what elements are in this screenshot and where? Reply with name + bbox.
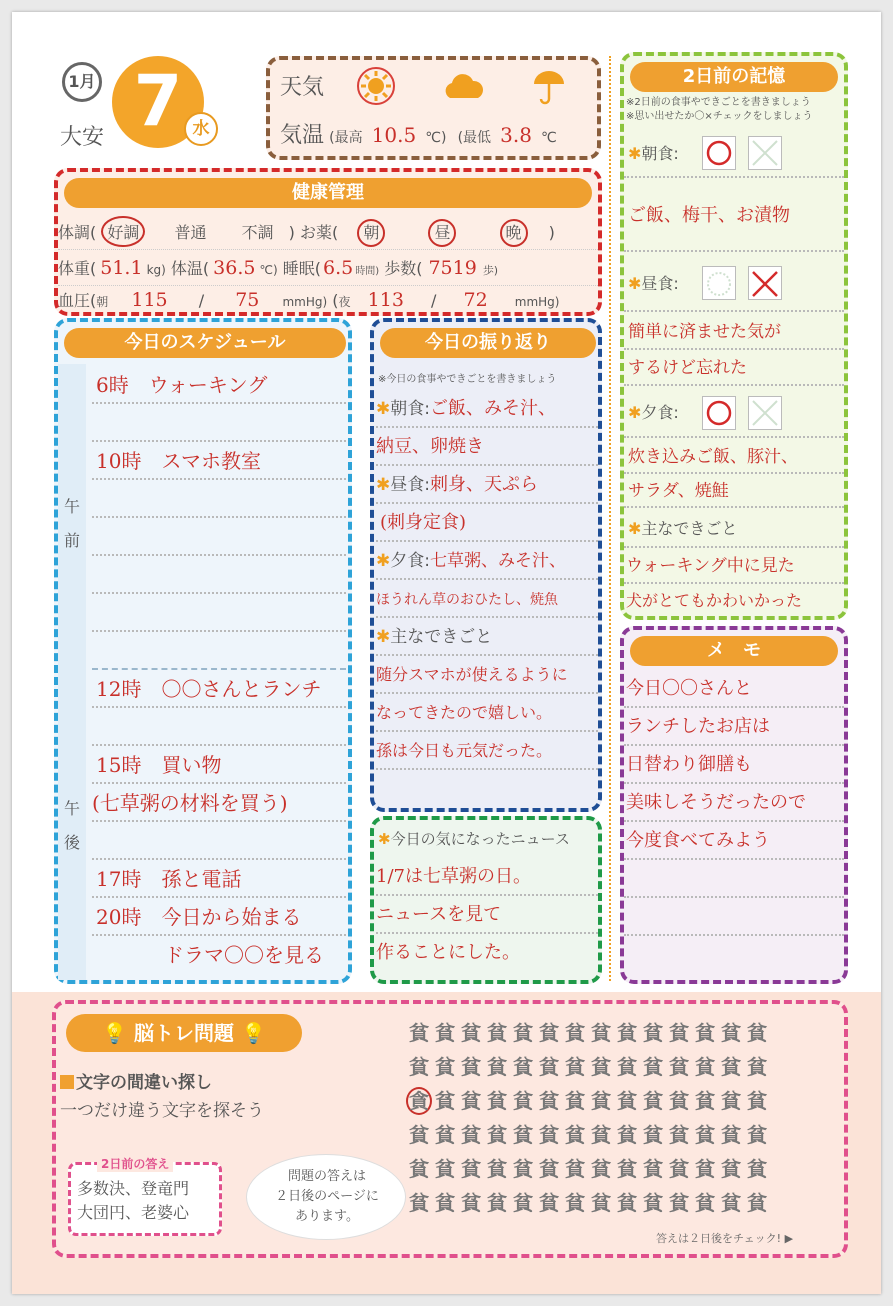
events-text: なってきたので嬉しい。 <box>376 703 553 722</box>
square-bullet-icon <box>60 1075 74 1089</box>
puzzle-char[interactable]: 貧 <box>513 1191 533 1215</box>
memory-check-circle[interactable] <box>702 266 736 300</box>
puzzle-char[interactable]: 貧 <box>487 1157 507 1181</box>
bp-night-open: ( <box>332 291 339 310</box>
puzzle-char[interactable]: 貧 <box>617 1191 637 1215</box>
temp-row <box>280 118 600 152</box>
puzzle-char[interactable]: 貧 <box>565 1123 585 1147</box>
weight-value: 51.1 <box>100 257 143 279</box>
news-text: 1/7は七草粥の日。 <box>376 866 531 887</box>
puzzle-char[interactable]: 貧 <box>409 1055 429 1079</box>
lunch-label: 昼食: <box>390 475 430 495</box>
memory-dinner-text: サラダ、焼鮭 <box>628 481 729 501</box>
review-row: ✱朝食:ご飯、みそ汁、 <box>376 390 598 428</box>
memory-row <box>624 350 844 386</box>
low-unit: ℃ <box>541 130 557 146</box>
bp-morning-low: 75 <box>235 289 260 311</box>
bp-row <box>58 288 598 316</box>
puzzle-char[interactable]: 貧 <box>565 1021 585 1045</box>
puzzle-char[interactable]: 貧 <box>435 1021 455 1045</box>
time-column <box>58 364 86 980</box>
news-lines <box>376 858 598 978</box>
puzzle-char[interactable]: 貧 <box>409 1191 429 1215</box>
puzzle-char[interactable]: 貧 <box>669 1021 689 1045</box>
sleep-unit: 時間) <box>355 266 380 277</box>
memo-row <box>624 936 844 974</box>
puzzle-char[interactable]: 貧 <box>591 1157 611 1181</box>
memory-notes: ※2日前の食事やできごとを書きましょう ※思い出せたか〇×チェックをしましょう <box>626 97 813 122</box>
puzzle-char[interactable]: 貧 <box>669 1157 689 1181</box>
puzzle-char[interactable]: 貧 <box>539 1089 559 1113</box>
puzzle-char[interactable]: 貧 <box>617 1123 637 1147</box>
schedule-row <box>92 708 346 746</box>
schedule-row <box>92 366 346 404</box>
puzzle-char[interactable]: 貧 <box>487 1191 507 1215</box>
memo-lines <box>624 670 844 980</box>
schedule-entry: 15時 買い物 <box>96 753 222 777</box>
weekday-badge: 水 <box>184 112 218 146</box>
puzzle-char[interactable]: 貧 <box>565 1055 585 1079</box>
bp-label: 血圧( <box>58 291 97 310</box>
puzzle-char[interactable]: 貧 <box>695 1191 715 1215</box>
memory-lunch-label: 昼食: <box>641 274 679 293</box>
schedule-row <box>92 898 346 936</box>
sleep-label: 睡眠( <box>282 259 321 278</box>
puzzle-char[interactable]: 貧 <box>721 1055 741 1079</box>
puzzle-char[interactable]: 貧 <box>591 1021 611 1045</box>
puzzle-char[interactable]: 貧 <box>539 1021 559 1045</box>
am-label: 午 前 <box>64 497 81 550</box>
puzzle-char[interactable]: 貧 <box>747 1021 767 1045</box>
medicine-close: ) <box>548 223 555 242</box>
date-block <box>56 56 236 166</box>
puzzle-char[interactable]: 貧 <box>539 1191 559 1215</box>
schedule-row <box>92 746 346 784</box>
lightbulb-icon: 💡 <box>102 1021 128 1045</box>
dinner-text: ほうれん草のおひたし、焼魚 <box>376 592 558 608</box>
health-box <box>54 168 602 316</box>
schedule-row <box>92 404 346 442</box>
puzzle-char[interactable]: 貧 <box>461 1021 481 1045</box>
puzzle-char[interactable]: 貧 <box>695 1089 715 1113</box>
bp-slash-2: / <box>431 291 437 310</box>
puzzle-char[interactable]: 貧 <box>461 1123 481 1147</box>
memory-breakfast-text: ご飯、梅干、お漬物 <box>628 205 790 226</box>
news-text: 作ることにした。 <box>376 942 520 963</box>
puzzle-char[interactable]: 貧 <box>721 1157 741 1181</box>
memo-row <box>624 670 844 708</box>
schedule-title: 今日のスケジュール <box>64 328 346 358</box>
news-box <box>370 816 602 984</box>
column-divider <box>609 56 611 981</box>
prev-answer-title: 2日前の答え <box>97 1155 173 1172</box>
puzzle-char[interactable]: 貧 <box>539 1157 559 1181</box>
breakfast-text: ご飯、みそ汁、 <box>429 398 556 419</box>
bp-unit-1: mmHg) <box>282 295 328 309</box>
puzzle-row <box>406 1186 786 1220</box>
condition-label: 体調( <box>58 223 97 242</box>
puzzle-char[interactable]: 貧 <box>721 1021 741 1045</box>
brain-title-pill <box>66 1014 302 1052</box>
diary-page <box>12 12 881 1294</box>
puzzle-char[interactable]: 貧 <box>409 1157 429 1181</box>
puzzle-char[interactable]: 貧 <box>721 1089 741 1113</box>
puzzle-char[interactable]: 貧 <box>435 1055 455 1079</box>
memo-title: メ モ <box>630 636 838 666</box>
memory-events-label: 主なできごと <box>641 519 738 538</box>
memory-row <box>624 440 844 474</box>
weight-unit: kg) <box>146 263 166 277</box>
news-title: ✱今日の気になったニュース <box>378 830 570 848</box>
puzzle-row <box>406 1084 786 1118</box>
cloud-icon <box>442 72 486 102</box>
review-row <box>376 504 598 542</box>
bodytemp-value: 36.5 <box>213 257 256 279</box>
puzzle-char[interactable]: 貧 <box>461 1191 481 1215</box>
lightbulb-icon: 💡 <box>240 1021 266 1045</box>
puzzle-char[interactable]: 貧 <box>513 1089 533 1113</box>
memory-events-text: ウォーキング中に見た <box>626 556 795 576</box>
puzzle-char[interactable]: 貧 <box>409 1123 429 1147</box>
schedule-entry: 17時 孫と電話 <box>96 867 242 891</box>
bp-night-low: 72 <box>463 289 488 311</box>
brain-title: 脳トレ問題 <box>134 1021 234 1045</box>
bp-morning: 朝 <box>96 295 109 309</box>
memo-row <box>624 898 844 936</box>
schedule-row <box>92 480 346 518</box>
speech-bubble <box>246 1154 406 1240</box>
memo-text: 今度食べてみよう <box>626 830 770 851</box>
puzzle-char[interactable]: 貧 <box>617 1157 637 1181</box>
puzzle-char[interactable]: 貧 <box>487 1055 507 1079</box>
schedule-entry: 10時 スマホ教室 <box>96 449 262 473</box>
puzzle-row <box>406 1050 786 1084</box>
health-title: 健康管理 <box>64 178 592 208</box>
schedule-lines <box>92 366 346 978</box>
bp-night: 夜 <box>338 295 351 309</box>
dinner-label: 夕食: <box>390 551 430 571</box>
news-row <box>376 896 598 934</box>
puzzle-char[interactable]: 貧 <box>747 1055 767 1079</box>
bp-morning-high: 115 <box>131 289 168 311</box>
memory-check-cross[interactable] <box>748 266 782 300</box>
high-label: (最高 <box>329 130 363 146</box>
weight-label: 体重( <box>58 259 97 278</box>
puzzle-char[interactable]: 貧 <box>591 1191 611 1215</box>
events-text: 随分スマホが使えるように <box>376 665 568 684</box>
puzzle-char[interactable]: 貧 <box>747 1123 767 1147</box>
puzzle-char[interactable]: 貧 <box>513 1021 533 1045</box>
memo-row <box>624 860 844 898</box>
puzzle-char[interactable]: 貧 <box>695 1157 715 1181</box>
weather-box <box>266 56 601 160</box>
bodytemp-label: 体温( <box>170 259 210 278</box>
memo-row <box>624 708 844 746</box>
puzzle-char[interactable]: 貧 <box>591 1123 611 1147</box>
memo-row <box>624 784 844 822</box>
brain-footer: 答えは２日後をチェック! ▶ <box>656 1232 794 1245</box>
dinner-text: 七草粥、みそ汁、 <box>429 551 566 571</box>
events-text: 孫は今日も元気だった。 <box>376 741 553 760</box>
review-title: 今日の振り返り <box>380 328 596 358</box>
memory-row <box>624 314 844 350</box>
puzzle-char[interactable]: 貧 <box>591 1055 611 1079</box>
sleep-value: 6.5 <box>322 257 354 279</box>
puzzle-char[interactable]: 貧 <box>435 1123 455 1147</box>
puzzle-char[interactable]: 貧 <box>669 1055 689 1079</box>
schedule-entry: (七草粥の材料を買う) <box>92 791 288 815</box>
bp-night-high: 113 <box>367 289 404 311</box>
schedule-row <box>92 518 346 556</box>
puzzle-char[interactable]: 貧 <box>565 1191 585 1215</box>
memo-row <box>624 746 844 784</box>
day-number: 7 <box>133 60 183 142</box>
condition-option-normal[interactable]: 普通 <box>174 223 207 242</box>
memory-dinner-label: 夕食: <box>641 403 679 422</box>
puzzle-char[interactable]: 貧 <box>461 1055 481 1079</box>
review-row <box>376 656 598 694</box>
puzzle-row <box>406 1016 786 1050</box>
memory-breakfast-label: 朝食: <box>641 144 679 163</box>
memory-row <box>624 548 844 584</box>
puzzle-char[interactable]: 貧 <box>409 1021 429 1045</box>
puzzle-char[interactable]: 貧 <box>487 1089 507 1113</box>
steps-label: 歩数( <box>384 259 423 278</box>
review-lines <box>376 390 598 810</box>
medicine-night[interactable]: 晩 <box>500 219 528 247</box>
puzzle-row <box>406 1152 786 1186</box>
puzzle-char[interactable]: 貧 <box>513 1157 533 1181</box>
puzzle-char[interactable]: 貧 <box>643 1191 663 1215</box>
medicine-label: お薬( <box>300 223 339 242</box>
puzzle-char[interactable]: 貧 <box>487 1123 507 1147</box>
memory-lines <box>624 126 844 616</box>
month-badge: 1月 <box>62 62 102 102</box>
review-row: ✱昼食:刺身、天ぷら <box>376 466 598 504</box>
schedule-row <box>92 670 346 708</box>
memory-row: ✱朝食: <box>624 130 844 178</box>
memory-box <box>620 52 848 620</box>
schedule-entry: ドラマ〇〇を見る <box>164 943 324 967</box>
high-value: 10.5 <box>371 123 417 147</box>
memory-row: ✱夕食: <box>624 388 844 438</box>
puzzle-char[interactable]: 貧 <box>643 1089 663 1113</box>
puzzle-char[interactable]: 貧 <box>747 1157 767 1181</box>
review-row <box>376 732 598 770</box>
bp-slash-1: / <box>198 291 205 310</box>
high-unit: ℃) <box>425 130 447 146</box>
puzzle-char[interactable]: 貧 <box>539 1123 559 1147</box>
schedule-entry: 6時 ウォーキング <box>96 373 268 397</box>
memory-lunch-text: 簡単に済ませた気が <box>628 322 781 342</box>
pm-label: 午 後 <box>64 799 81 852</box>
puzzle-char[interactable]: 貧 <box>747 1191 767 1215</box>
puzzle-char[interactable]: 貧 <box>461 1089 481 1113</box>
bubble-text: 問題の答えは ２日後のページに あります。 <box>275 1169 379 1224</box>
memory-row <box>624 584 844 618</box>
condition-row <box>58 216 598 250</box>
memory-check-circle[interactable] <box>702 396 736 430</box>
review-row: ✱夕食:七草粥、みそ汁、 <box>376 542 598 580</box>
brain-instruction: 一つだけ違う文字を探そう <box>60 1101 264 1121</box>
puzzle-char[interactable]: 貧 <box>487 1021 507 1045</box>
prev-answer-box <box>68 1157 222 1236</box>
memory-lunch-text: するけど忘れた <box>628 358 747 378</box>
schedule-row <box>92 784 346 822</box>
memo-box <box>620 626 848 984</box>
brain-box <box>52 1000 848 1258</box>
schedule-row <box>92 556 346 594</box>
puzzle-char[interactable]: 貧 <box>669 1123 689 1147</box>
puzzle-char[interactable]: 貧 <box>461 1157 481 1181</box>
memory-row <box>624 180 844 252</box>
puzzle-char[interactable]: 貧 <box>513 1055 533 1079</box>
play-triangle-icon: ▶ <box>784 1232 794 1245</box>
breakfast-label: 朝食: <box>390 399 430 419</box>
breakfast-text: 納豆、卵焼き <box>376 436 484 457</box>
schedule-row <box>92 936 346 974</box>
medicine-morning[interactable]: 朝 <box>357 219 385 247</box>
brain-subtitle: 文字の間違い探し <box>60 1068 212 1093</box>
puzzle-char[interactable]: 貧 <box>643 1157 663 1181</box>
puzzle-char[interactable]: 貧 <box>695 1021 715 1045</box>
puzzle-char[interactable]: 貧 <box>721 1191 741 1215</box>
schedule-entry: 12時 〇〇さんとランチ <box>96 677 322 701</box>
puzzle-char[interactable]: 貧 <box>695 1123 715 1147</box>
prev-answer-text: 多数決、登竜門 大団円、老婆心 <box>77 1179 190 1222</box>
puzzle-char[interactable]: 貧 <box>435 1191 455 1215</box>
memo-text: ランチしたお店は <box>626 716 770 737</box>
events-label: 主なできごと <box>390 627 493 647</box>
memory-row: ✱主なできごと <box>624 510 844 548</box>
puzzle-char[interactable]: 貧 <box>513 1123 533 1147</box>
puzzle-char[interactable]: 貧 <box>617 1055 637 1079</box>
review-box <box>370 318 602 812</box>
puzzle-char[interactable]: 貧 <box>435 1157 455 1181</box>
steps-value: 7519 <box>428 257 477 279</box>
low-label: (最低 <box>457 130 492 146</box>
memo-row <box>624 822 844 860</box>
puzzle-char[interactable]: 貧 <box>435 1089 455 1113</box>
temp-label: 気温 <box>280 123 325 148</box>
memory-events-text: 犬がとてもかわいかった <box>626 591 803 610</box>
medicine-noon[interactable]: 昼 <box>428 219 456 247</box>
puzzle-char[interactable]: 貧 <box>565 1089 585 1113</box>
schedule-row <box>92 822 346 860</box>
puzzle-char[interactable]: 貧 <box>591 1089 611 1113</box>
vitals-row <box>58 256 598 286</box>
memory-check-cross[interactable] <box>748 136 782 170</box>
review-row <box>376 428 598 466</box>
review-row: ✱主なできごと <box>376 618 598 656</box>
schedule-box <box>54 318 352 984</box>
puzzle-row <box>406 1118 786 1152</box>
news-text: ニュースを見て <box>376 904 502 925</box>
bodytemp-unit: ℃) <box>259 263 278 277</box>
memory-title: 2日前の記憶 <box>630 62 838 92</box>
puzzle-grid[interactable] <box>406 1016 786 1226</box>
puzzle-char[interactable]: 貧 <box>617 1021 637 1045</box>
puzzle-char[interactable]: 貧 <box>721 1123 741 1147</box>
schedule-row <box>92 442 346 480</box>
puzzle-char[interactable]: 貧 <box>617 1089 637 1113</box>
puzzle-char[interactable]: 貧 <box>565 1157 585 1181</box>
memory-row <box>624 474 844 508</box>
memory-check-cross[interactable] <box>748 396 782 430</box>
review-row <box>376 694 598 732</box>
condition-option-good[interactable]: 好調 <box>101 216 145 247</box>
condition-option-bad[interactable]: 不調 <box>241 223 274 242</box>
schedule-entry: 20時 今日から始まる <box>96 905 302 929</box>
schedule-row <box>92 632 346 670</box>
condition-close: ) <box>288 223 295 242</box>
schedule-row <box>92 860 346 898</box>
memo-text: 日替わり御膳も <box>626 754 752 775</box>
rokuyo: 大安 <box>60 125 105 150</box>
puzzle-char[interactable]: 貧 <box>695 1055 715 1079</box>
puzzle-char[interactable]: 貧 <box>669 1089 689 1113</box>
review-row <box>376 580 598 618</box>
news-row <box>376 934 598 972</box>
memory-dinner-text: 炊き込みご飯、豚汁、 <box>628 447 798 467</box>
puzzle-char-answer[interactable]: 貪 <box>406 1087 432 1115</box>
memory-row: ✱昼食: <box>624 256 844 312</box>
puzzle-char[interactable]: 貧 <box>643 1021 663 1045</box>
lunch-text: 刺身、天ぷら <box>429 474 538 495</box>
memo-text: 今日〇〇さんと <box>626 678 752 699</box>
puzzle-char[interactable]: 貧 <box>643 1055 663 1079</box>
weather-label: 天気 <box>280 75 325 100</box>
puzzle-char[interactable]: 貧 <box>747 1089 767 1113</box>
memo-text: 美味しそうだったので <box>626 792 806 813</box>
sun-icon <box>356 66 396 106</box>
steps-unit: 歩) <box>482 264 499 277</box>
puzzle-char[interactable]: 貧 <box>669 1191 689 1215</box>
puzzle-char[interactable]: 貧 <box>643 1123 663 1147</box>
review-note: ※今日の食事やできごとを書きましょう <box>378 374 557 385</box>
puzzle-char[interactable]: 貧 <box>539 1055 559 1079</box>
memory-check-circle[interactable] <box>702 136 736 170</box>
lunch-text: (刺身定食) <box>380 512 467 533</box>
bp-unit-2: mmHg) <box>514 295 560 309</box>
umbrella-icon <box>532 68 566 106</box>
schedule-row <box>92 594 346 632</box>
news-row <box>376 858 598 896</box>
low-value: 3.8 <box>500 123 532 147</box>
